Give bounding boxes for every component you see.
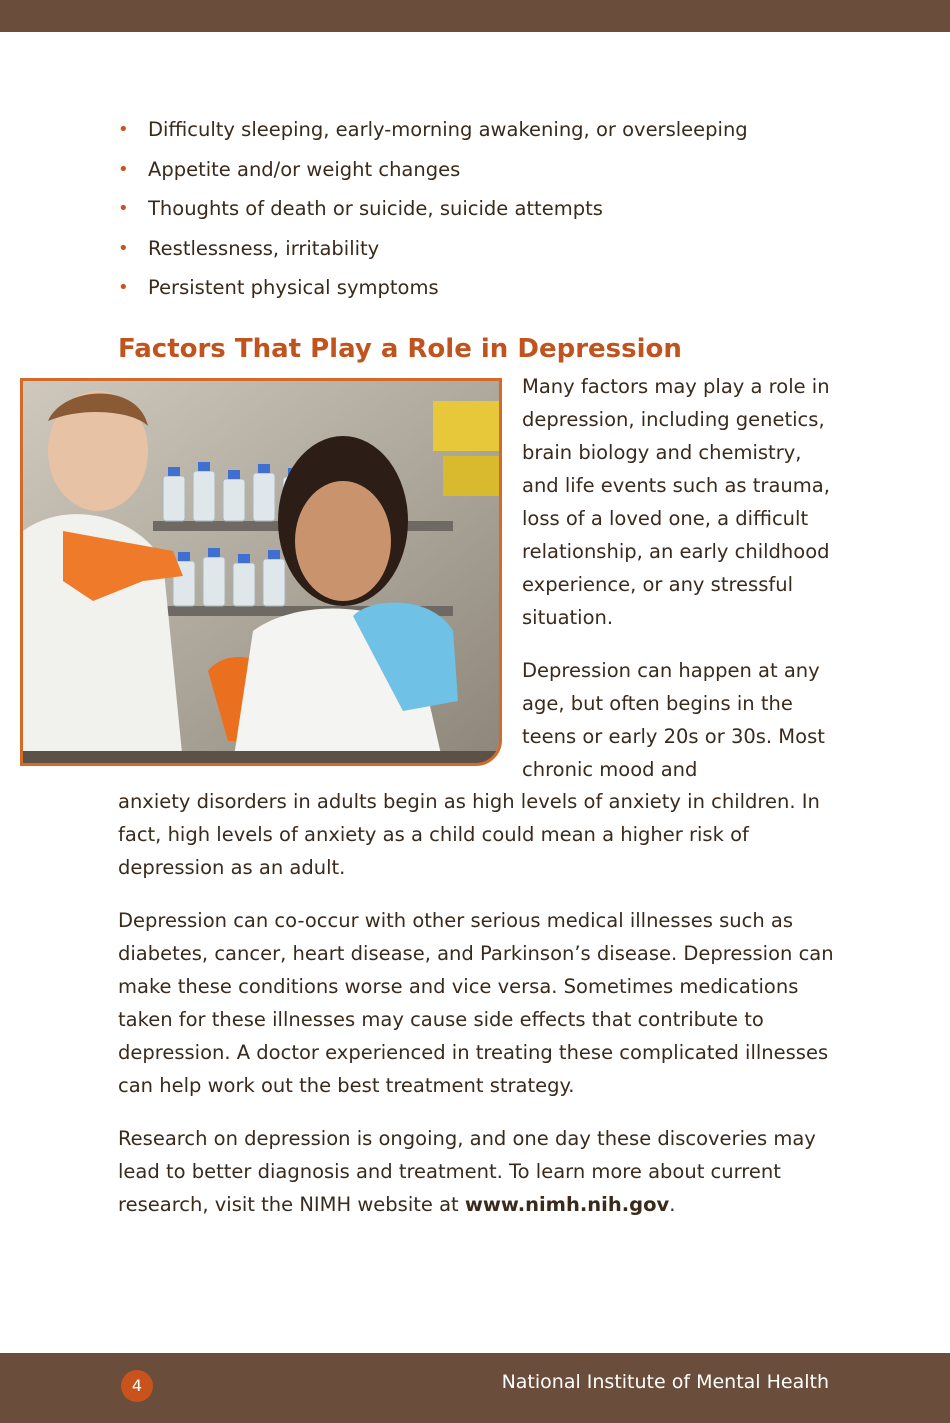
list-item: • Restlessness, irritability [118,234,838,274]
list-item: • Thoughts of death or suicide, suicide attempts [118,194,838,234]
paragraph-co-occur: Depression can co-occur with other serious medical illnesses such as diabetes, cancer, heart disease, and Parkinson’s disease. Depression can make these conditions worse and vice versa. Sometimes medications taken for these illnesses may cause side effects that contribute to depression. A doctor experienced in treating these complicated illnesses can help work out the best treatment strategy. [118,909,834,1097]
lab-photo [20,378,502,766]
symptom-list [118,115,838,313]
section-heading: Factors That Play a Role in Depression [118,334,682,364]
bullet-icon: • [118,158,129,180]
paragraph-age-intro: Depression can happen at any age, but often begins in the teens or early 20s or 30s. Most chronic mood and [522,659,825,781]
list-item: • Difficulty sleeping, early-morning awakening, or oversleeping [118,115,838,155]
bullet-icon: • [118,277,129,299]
side-column-text [522,370,842,806]
paragraph-anxiety: anxiety disorders in adults begin as high levels of anxiety in children. In fact, high levels of anxiety as a child could mean a higher risk of depression as an adult. [118,790,820,879]
body-text [118,785,838,1241]
footer-bar [0,1353,950,1423]
paragraph-factors: Many factors may play a role in depression, including genetics, brain biology and chemistry, and life events such as trauma, loss of a loved one, a difficult relationship, an early childhood experience, or any stressful situation. [522,375,830,629]
top-header-bar [0,0,950,32]
list-item: • Persistent physical symptoms [118,273,838,313]
list-item: • Appetite and/or weight changes [118,155,838,195]
paragraph-research: Research on depression is ongoing, and one day these discoveries may lead to better diagnosis and treatment. To learn more about current research, visit the NIMH website at www.nimh.nih.gov. [118,1127,816,1216]
lab-scene-illustration [23,381,499,763]
page-number-badge: 4 [121,1370,153,1402]
bullet-icon: • [118,119,129,140]
organization-name: National Institute of Mental Health [501,1371,829,1393]
bullet-icon: • [118,237,129,259]
nimh-website-link[interactable]: www.nimh.nih.gov [464,1193,670,1216]
bullet-icon: • [118,198,129,220]
